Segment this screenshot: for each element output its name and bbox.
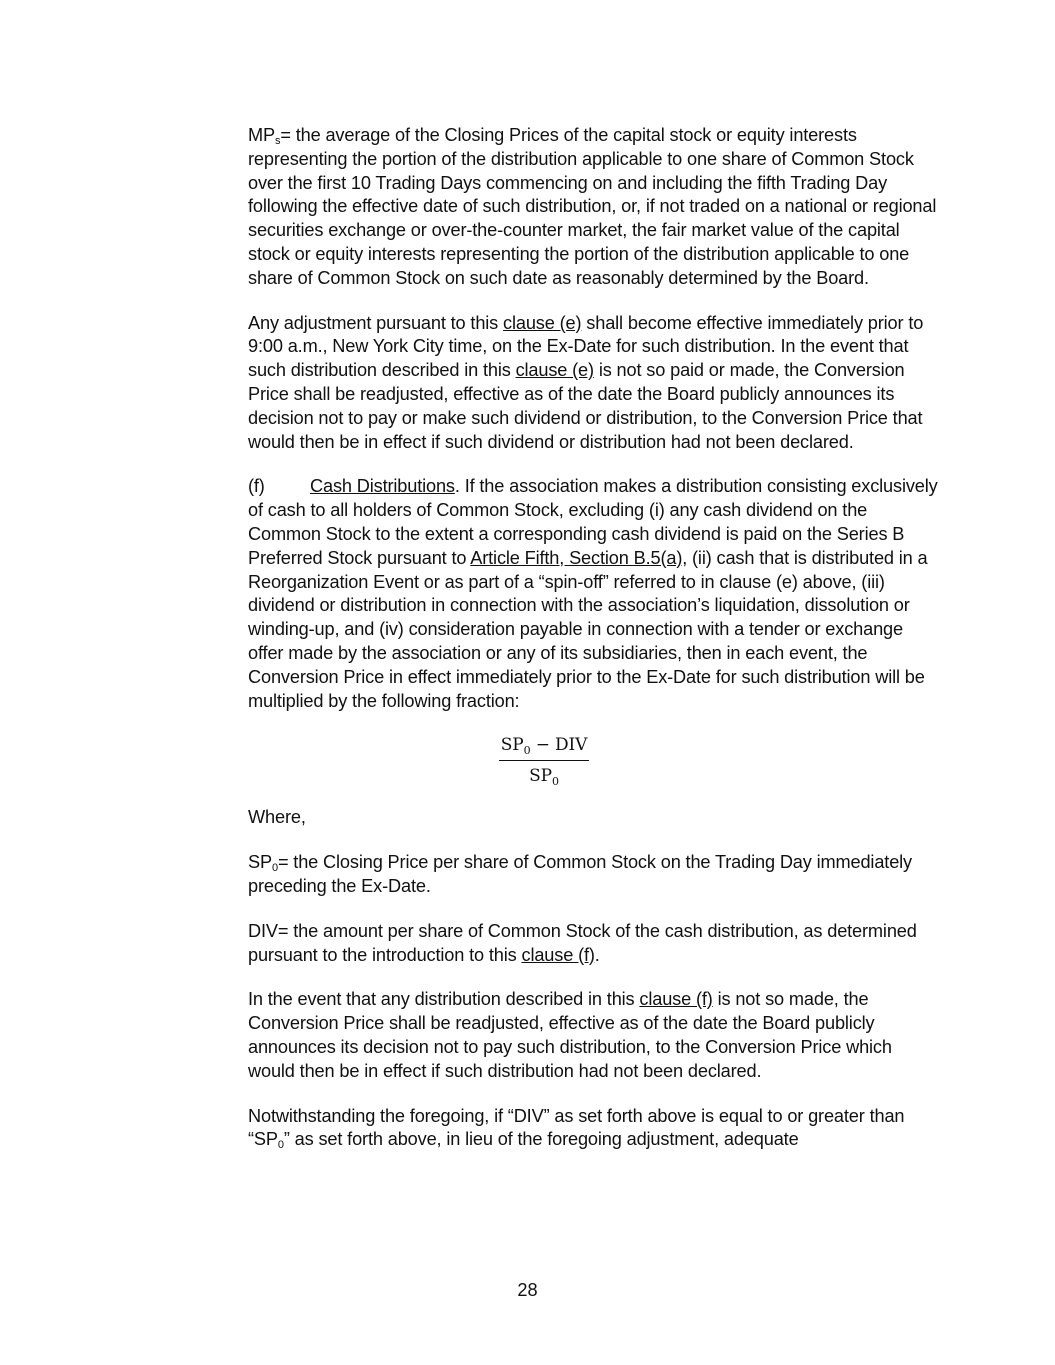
mps-term: $MP_s$ xyxy=(248,125,281,147)
div-definition: DIV= the amount per share of Common Stock of the cash distribution, as determined pursuant to the introduction to this clause (f). xyxy=(248,920,917,965)
conversion-fraction xyxy=(248,734,938,787)
sp0-term: $SP_0$ xyxy=(248,852,278,875)
readjustment-paragraph: In the event that any distribution described in this clause (f) is not so made, the Conversion Price shall be readjusted, effective as of the date the Board publicly announces its decision not to pay such distribution, to the Conversion Price which would then be in effect if such distribution had not been declared. xyxy=(248,989,892,1081)
clause-f-reference: clause (f) xyxy=(639,989,713,1010)
clause-e-reference: clause (e) xyxy=(515,360,594,381)
adjustment-effective-paragraph: Any adjustment pursuant to this clause (e) shall become effective immediately prior to 9:00 a.m., New York City time, on the Ex-Date for such distribution. In the event that such distribution described in this clause (e) is not so paid or made, the Conversion Price shall be readjusted, effective as of the date the Board publicly announces its decision not to pay or make such dividend or distribution, to the Conversion Price that would then be in effect if such dividend or distribution had not been declared. xyxy=(248,312,924,452)
page-number: 28 xyxy=(517,1280,538,1300)
article-reference: Article Fifth, Section B.5(a), xyxy=(470,547,688,568)
cash-distributions-paragraph: (f) Cash Distributions. If the association makes a distribution consisting exclusively of cash to all holders of Common Stock, excluding (i) any cash dividend on the Common Stock to the extent a corresponding cash dividend is paid on the Series B Preferred Stock pursuant to Article Fifth, Section B.5(a), (ii) cash that is distributed in a Reorganization Event or as part of a “spin-off” referred to in clause (e) above, (iii) dividend or distribution in connection with the association’s liquidation, dissolution or winding-up, and (iv) consideration payable in connection with a tender or exchange offer made by the association or any of its subsidiaries, then in each event, the Conversion Price in effect immediately prior to the Ex-Date for such distribution will be multiplied by the following fraction: xyxy=(248,476,938,711)
fraction-numerator: $SP_0$ − DIV xyxy=(499,734,589,761)
fraction-denominator: $SP_0$ xyxy=(529,766,559,789)
sp0-definition: $SP_0=$ the Closing Price per share of Common Stock on the Trading Day immediately preceding the Ex-Date. xyxy=(248,852,912,896)
mps-definition xyxy=(248,124,938,291)
clause-label: (f) xyxy=(248,476,265,497)
where-label: Where, xyxy=(248,807,306,828)
clause-e-reference: clause (e) xyxy=(503,312,582,333)
clause-f-reference: clause (f) xyxy=(521,944,595,965)
section-heading: Cash Distributions xyxy=(310,476,455,497)
notwithstanding-paragraph: Notwithstanding the foregoing, if “DIV” as set forth above is equal to or greater than “$SP_0$” as set forth above, in lieu of the foregoing adjustment, adequate xyxy=(248,1105,905,1152)
mps-definition-text: = the average of the Closing Prices of the capital stock or equity interests representing the portion of the distribution applicable to one share of Common Stock over the first 10 Trading Days commencing on and including the fifth Trading Day following the effective date of such distribution, or, if not traded on a national or regional securities exchange or over-the-counter market, the fair market value of the capital stock or equity interests representing the portion of the distribution applicable to one share of Common Stock on such date as reasonably determined by the Board. xyxy=(248,125,937,288)
document-body xyxy=(248,124,938,1173)
